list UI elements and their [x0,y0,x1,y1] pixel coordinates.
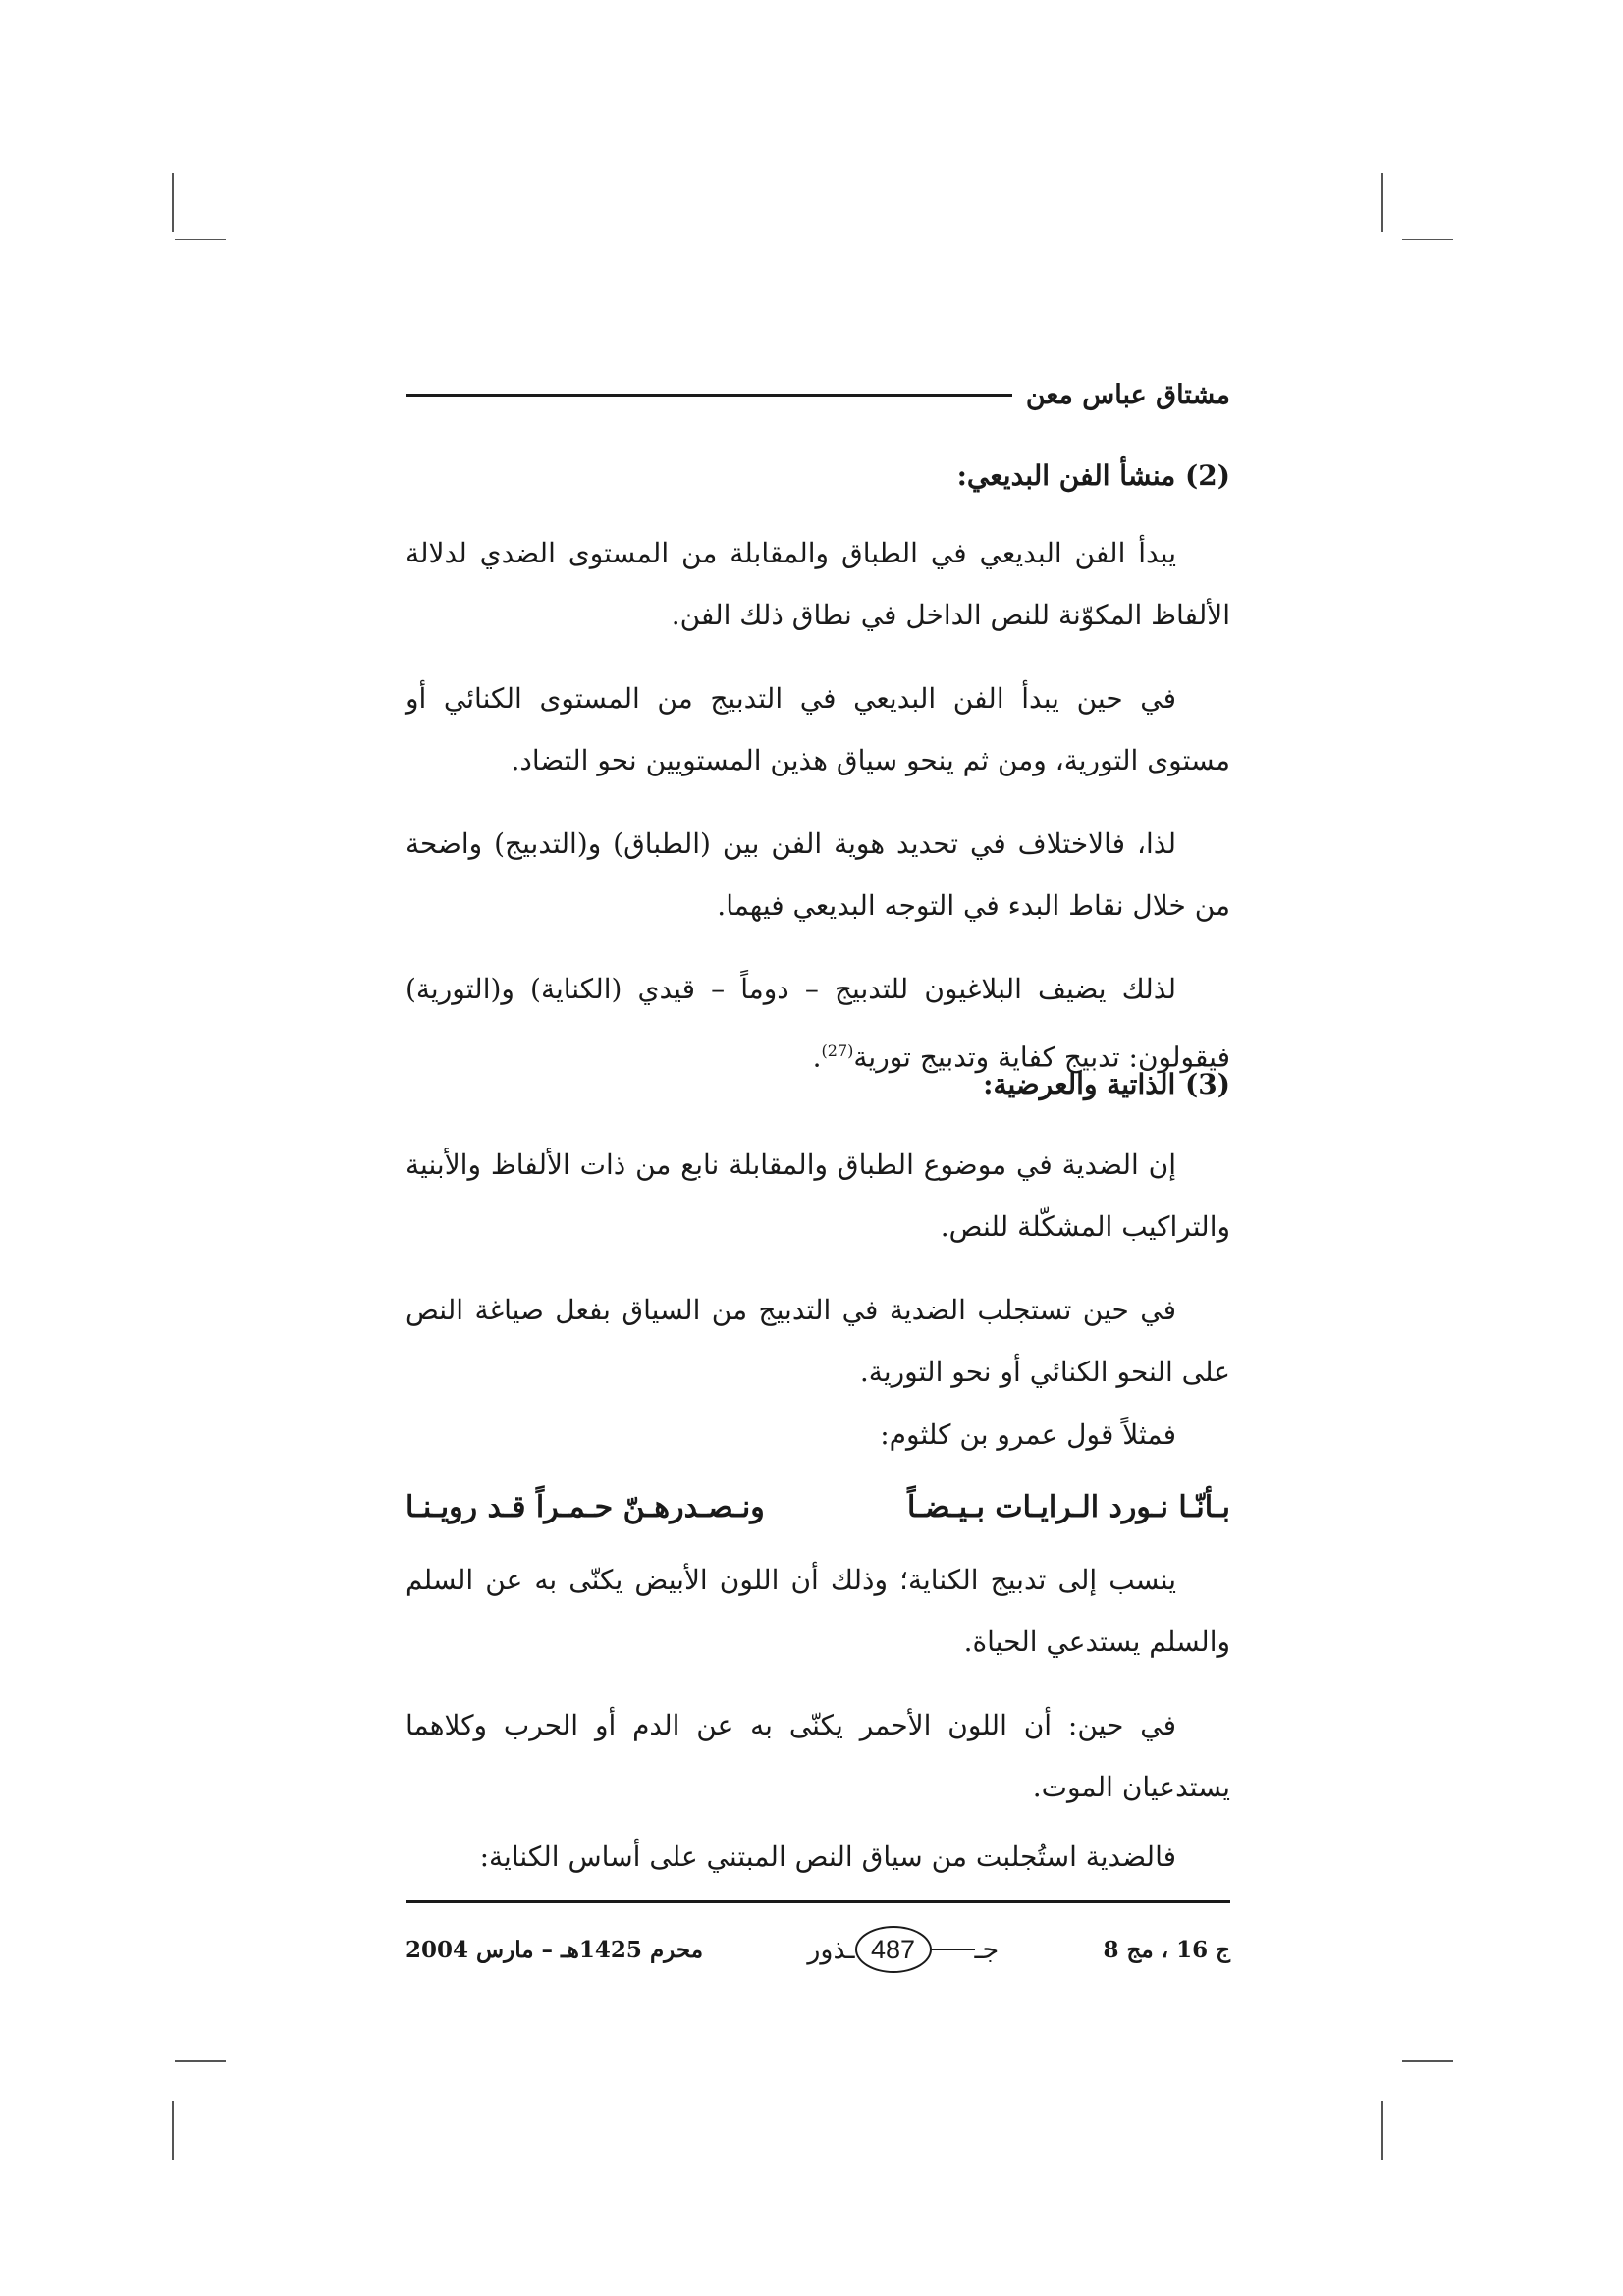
crop-mark [1402,239,1453,240]
journal-brand [807,1926,999,1973]
paragraph: ينسب إلى تدبيج الكناية؛ وذلك أن اللون الأبيض يكنّى به عن السلم والسلم يستدعي الحياة. [406,1564,1230,1658]
brand-dash [932,1949,975,1950]
verse-second-half: ونـصـدرهـنّ حـمـراً قـد رويـنـا [406,1490,765,1524]
footnote-ref: (27) [821,1041,854,1060]
poetry-verse [406,1490,1230,1524]
brand-letter-left: جـ [974,1934,1000,1965]
paragraph: لذلك يضيف البلاغيون للتدبيج – دوماً – قيدي (الكناية) و(التورية) فيقولون: تدبيج كفاية وتدبيج تورية$^{(27)}$. [406,973,1230,1074]
issue-info: ج 16 ، مج 8 [1103,1936,1230,1963]
final-line: فالضدية استُجلبت من سياق النص المبتني على أساس الكناية: [479,1841,1176,1873]
paragraph: يبدأ الفن البديعي في الطباق والمقابلة من المستوى الضدي لدلالة الألفاظ المكوّنة للنص الداخل في نطاق ذلك الفن. [406,537,1230,631]
issue-date: محرم 1425هـ – مارس 2004 [406,1936,704,1963]
paragraph: لذا، فالاختلاف في تحديد هوية الفن بين (الطباق) و(التدبيج) واضحة من خلال نقاط البدء في التوجه البديعي فيهما. [406,828,1230,922]
header-rule [406,394,1012,397]
page-number: 487 [855,1926,932,1973]
crop-mark [1381,173,1383,232]
crop-mark [172,2101,174,2160]
page-footer [406,1920,1230,1979]
crop-mark [1381,2101,1383,2160]
brand-letters-right: ـذور [807,1934,855,1965]
paragraph: إن الضدية في موضوع الطباق والمقابلة نابع من ذات الألفاظ والأبنية والتراكيب المشكّلة للنص. [406,1148,1230,1243]
quote-intro: فمثلاً قول عمرو بن كلثوم: [880,1418,1176,1451]
crop-mark [175,239,226,240]
paragraph-text: لذلك يضيف البلاغيون للتدبيج – دوماً – قيدي (الكناية) و(التورية) فيقولون: تدبيج كفاية وتدبيج تورية [406,973,1230,1074]
section-heading: (2) منشأ الفن البديعي: [956,459,1230,492]
running-header [406,375,1230,414]
crop-mark [1402,2060,1453,2062]
crop-mark [175,2060,226,2062]
paragraph: في حين: أن اللون الأحمر يكنّى به عن الدم أو الحرب وكلاهما يستدعيان الموت. [406,1709,1230,1803]
author-name: مشتاق عباس معن [1025,379,1230,410]
book-page [406,353,1230,2002]
verse-first-half: بـأنّـا نـورد الـرايـات بـيـضـاً [907,1490,1230,1524]
section-heading: (3) الذاتية والعرضية: [983,1068,1230,1100]
paragraph: في حين يبدأ الفن البديعي في التدبيج من المستوى الكنائي أو مستوى التورية، ومن ثم ينحو سياق هذين المستويين نحو التضاد. [406,682,1230,776]
footer-rule [406,1900,1230,1903]
crop-mark [172,173,174,232]
paragraph: في حين تستجلب الضدية في التدبيج من السياق بفعل صياغة النص على النحو الكنائي أو نحو التورية. [406,1294,1230,1388]
